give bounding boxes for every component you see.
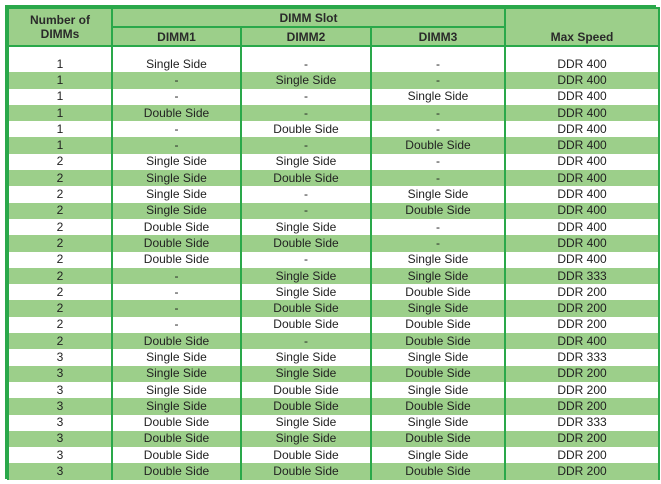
number-of-dimms-cell: 1 — [8, 105, 112, 121]
header-dimm1: DIMM1 — [112, 27, 241, 46]
dimm2-cell: Double Side — [241, 382, 371, 398]
dimm1-cell: Double Side — [112, 252, 241, 268]
max-speed-cell: DDR 400 — [505, 154, 659, 170]
max-speed-cell: DDR 200 — [505, 398, 659, 414]
header-dimm2: DIMM2 — [241, 27, 371, 46]
max-speed-cell: DDR 200 — [505, 317, 659, 333]
dimm2-cell: Double Side — [241, 300, 371, 316]
dimm2-cell: Single Side — [241, 366, 371, 382]
dimm3-cell: Single Side — [371, 300, 505, 316]
table-row — [8, 105, 659, 121]
dimm3-cell: Double Side — [371, 333, 505, 349]
max-speed-cell: DDR 400 — [505, 219, 659, 235]
number-of-dimms-cell: 2 — [8, 154, 112, 170]
dimm2-cell: - — [241, 56, 371, 72]
dimm3-cell: Double Side — [371, 137, 505, 153]
dimm2-cell: Double Side — [241, 121, 371, 137]
number-of-dimms-cell: 1 — [8, 89, 112, 105]
max-speed-cell: DDR 200 — [505, 431, 659, 447]
dimm1-cell: - — [112, 284, 241, 300]
dimm2-cell: - — [241, 252, 371, 268]
dimm3-cell: - — [371, 72, 505, 88]
dimm1-cell: Double Side — [112, 333, 241, 349]
max-speed-cell: DDR 400 — [505, 235, 659, 251]
dimm3-cell: - — [371, 235, 505, 251]
dimm1-cell: - — [112, 89, 241, 105]
dimm1-cell: Single Side — [112, 349, 241, 365]
table-row — [8, 300, 659, 316]
dimm3-cell: Double Side — [371, 203, 505, 219]
number-of-dimms-cell: 3 — [8, 415, 112, 431]
header-number-of-dimms-line2: DIMMs — [40, 27, 80, 41]
dimm3-cell: - — [371, 170, 505, 186]
dimm1-cell: Single Side — [112, 366, 241, 382]
max-speed-cell: DDR 333 — [505, 415, 659, 431]
header-dimm3: DIMM3 — [371, 27, 505, 46]
table-row — [8, 382, 659, 398]
number-of-dimms-cell: 3 — [8, 431, 112, 447]
table-row — [8, 463, 659, 479]
table-row — [8, 72, 659, 88]
dimm2-cell: Single Side — [241, 268, 371, 284]
max-speed-cell: DDR 400 — [505, 137, 659, 153]
number-of-dimms-cell: 2 — [8, 268, 112, 284]
dimm3-cell: Double Side — [371, 431, 505, 447]
dimm3-cell: - — [371, 154, 505, 170]
dimm2-cell: - — [241, 105, 371, 121]
number-of-dimms-cell: 2 — [8, 333, 112, 349]
number-of-dimms-cell: 3 — [8, 382, 112, 398]
max-speed-cell: DDR 200 — [505, 284, 659, 300]
dimm1-cell: Single Side — [112, 170, 241, 186]
header-dimm-slot: DIMM Slot — [112, 8, 505, 27]
table-row — [8, 333, 659, 349]
dimm2-cell: - — [241, 89, 371, 105]
dimm2-cell: Single Side — [241, 219, 371, 235]
dimm1-cell: - — [112, 268, 241, 284]
dimm2-cell: - — [241, 137, 371, 153]
dimm1-cell: - — [112, 121, 241, 137]
table-row — [8, 252, 659, 268]
dimm3-cell: Double Side — [371, 317, 505, 333]
dimm2-cell: Double Side — [241, 463, 371, 479]
dimm1-cell: Single Side — [112, 186, 241, 202]
dimm3-cell: - — [371, 121, 505, 137]
dimm3-cell: Single Side — [371, 186, 505, 202]
header-max-speed: Max Speed — [505, 8, 659, 46]
dimm1-cell: Single Side — [112, 382, 241, 398]
dimm3-cell: Double Side — [371, 398, 505, 414]
dimm2-cell: - — [241, 186, 371, 202]
table-row — [8, 349, 659, 365]
dimm1-cell: Double Side — [112, 447, 241, 463]
dimm2-cell: Single Side — [241, 415, 371, 431]
number-of-dimms-cell: 3 — [8, 349, 112, 365]
dimm1-cell: Double Side — [112, 463, 241, 479]
number-of-dimms-cell: 2 — [8, 170, 112, 186]
table-row — [8, 431, 659, 447]
dimm3-cell: Single Side — [371, 349, 505, 365]
dimm-config-table — [7, 7, 660, 480]
table-row — [8, 137, 659, 153]
max-speed-cell: DDR 400 — [505, 186, 659, 202]
header-number-of-dimms-line1: Number of — [30, 13, 90, 27]
number-of-dimms-cell: 3 — [8, 463, 112, 479]
dimm2-cell: Double Side — [241, 398, 371, 414]
table-row — [8, 219, 659, 235]
table-row — [8, 170, 659, 186]
dimm3-cell: Double Side — [371, 463, 505, 479]
dimm1-cell: Single Side — [112, 398, 241, 414]
dimm1-cell: Single Side — [112, 154, 241, 170]
dimm3-cell: Single Side — [371, 447, 505, 463]
number-of-dimms-cell: 2 — [8, 203, 112, 219]
table-row — [8, 121, 659, 137]
max-speed-cell: DDR 200 — [505, 382, 659, 398]
table-row — [8, 203, 659, 219]
table-row — [8, 415, 659, 431]
dimm2-cell: Single Side — [241, 349, 371, 365]
max-speed-cell: DDR 400 — [505, 252, 659, 268]
number-of-dimms-cell: 3 — [8, 447, 112, 463]
max-speed-cell: DDR 333 — [505, 349, 659, 365]
max-speed-cell: DDR 400 — [505, 170, 659, 186]
dimm2-cell: Double Side — [241, 317, 371, 333]
dimm2-cell: Double Side — [241, 235, 371, 251]
max-speed-cell: DDR 200 — [505, 447, 659, 463]
dimm1-cell: Double Side — [112, 219, 241, 235]
table-row — [8, 366, 659, 382]
table-row — [8, 317, 659, 333]
dimm1-cell: Double Side — [112, 415, 241, 431]
max-speed-cell: DDR 400 — [505, 72, 659, 88]
table-row — [8, 186, 659, 202]
max-speed-cell: DDR 400 — [505, 89, 659, 105]
dimm1-cell: Double Side — [112, 235, 241, 251]
dimm2-cell: - — [241, 333, 371, 349]
dimm2-cell: Single Side — [241, 431, 371, 447]
dimm1-cell: Single Side — [112, 56, 241, 72]
dimm2-cell: Single Side — [241, 72, 371, 88]
max-speed-cell: DDR 400 — [505, 121, 659, 137]
dimm1-cell: Double Side — [112, 431, 241, 447]
header-number-of-dimms — [8, 8, 112, 46]
dimm3-cell: Single Side — [371, 415, 505, 431]
dimm1-cell: Double Side — [112, 105, 241, 121]
dimm2-cell: Double Side — [241, 447, 371, 463]
table-row — [8, 268, 659, 284]
max-speed-cell: DDR 400 — [505, 56, 659, 72]
dimm3-cell: Double Side — [371, 366, 505, 382]
max-speed-cell: DDR 200 — [505, 300, 659, 316]
max-speed-cell: DDR 400 — [505, 105, 659, 121]
max-speed-cell: DDR 333 — [505, 268, 659, 284]
max-speed-cell: DDR 200 — [505, 463, 659, 479]
max-speed-cell: DDR 400 — [505, 203, 659, 219]
number-of-dimms-cell: 2 — [8, 300, 112, 316]
dimm3-cell: Single Side — [371, 89, 505, 105]
dimm2-cell: - — [241, 203, 371, 219]
table-row — [8, 447, 659, 463]
dimm3-cell: - — [371, 105, 505, 121]
dimm1-cell: - — [112, 317, 241, 333]
table-body — [8, 46, 659, 480]
max-speed-cell: DDR 400 — [505, 333, 659, 349]
number-of-dimms-cell: 2 — [8, 219, 112, 235]
number-of-dimms-cell: 1 — [8, 137, 112, 153]
dimm-config-table-frame — [5, 5, 656, 479]
number-of-dimms-cell: 2 — [8, 235, 112, 251]
number-of-dimms-cell: 1 — [8, 56, 112, 72]
table-row — [8, 56, 659, 72]
dimm3-cell: Single Side — [371, 268, 505, 284]
dimm1-cell: Single Side — [112, 203, 241, 219]
table-row — [8, 235, 659, 251]
table-row — [8, 89, 659, 105]
number-of-dimms-cell: 2 — [8, 186, 112, 202]
header-spacer-row — [8, 46, 659, 56]
max-speed-cell: DDR 200 — [505, 366, 659, 382]
dimm2-cell: Single Side — [241, 284, 371, 300]
dimm3-cell: Single Side — [371, 382, 505, 398]
number-of-dimms-cell: 2 — [8, 252, 112, 268]
number-of-dimms-cell: 3 — [8, 398, 112, 414]
number-of-dimms-cell: 1 — [8, 121, 112, 137]
number-of-dimms-cell: 2 — [8, 284, 112, 300]
table-row — [8, 154, 659, 170]
dimm2-cell: Single Side — [241, 154, 371, 170]
dimm1-cell: - — [112, 137, 241, 153]
dimm3-cell: - — [371, 56, 505, 72]
dimm1-cell: - — [112, 300, 241, 316]
dimm3-cell: - — [371, 219, 505, 235]
dimm3-cell: Double Side — [371, 284, 505, 300]
dimm3-cell: Single Side — [371, 252, 505, 268]
table-row — [8, 284, 659, 300]
number-of-dimms-cell: 1 — [8, 72, 112, 88]
table-row — [8, 398, 659, 414]
number-of-dimms-cell: 3 — [8, 366, 112, 382]
dimm1-cell: - — [112, 72, 241, 88]
dimm2-cell: Double Side — [241, 170, 371, 186]
number-of-dimms-cell: 2 — [8, 317, 112, 333]
